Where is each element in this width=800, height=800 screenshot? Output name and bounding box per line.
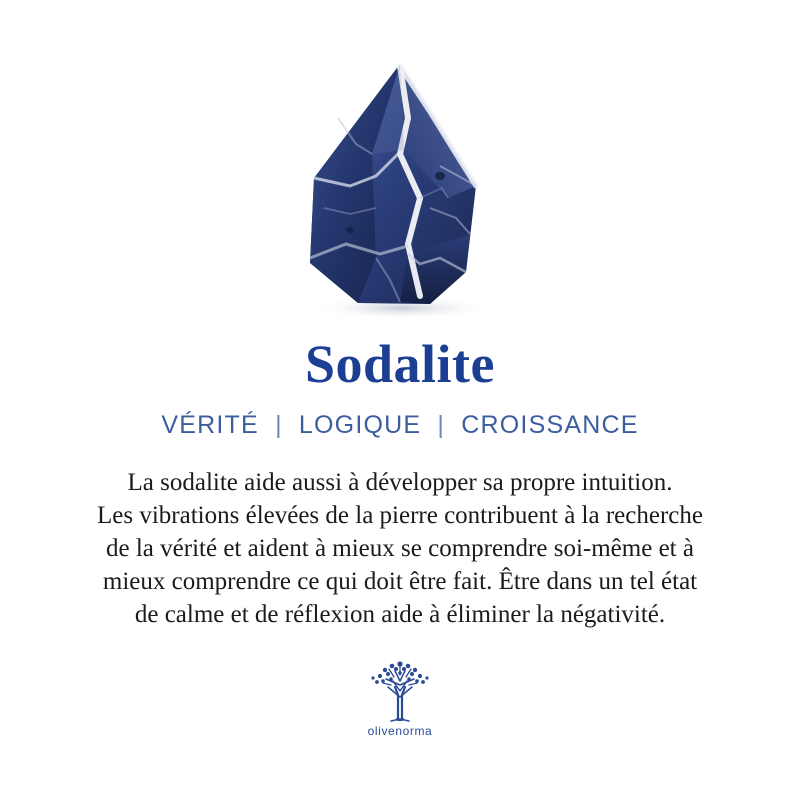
keyword-2: LOGIQUE	[298, 410, 422, 439]
description-line: Les vibrations élevées de la pierre contribuent à la recherche	[97, 501, 703, 529]
keyword-1: VÉRITÉ	[161, 410, 259, 439]
description-line: La sodalite aide aussi à développer sa propre intuition.	[127, 468, 673, 496]
description-line: de la vérité et aident à mieux se comprendre soi-même et à	[106, 534, 694, 562]
keyword-separator-1: |	[275, 410, 283, 439]
tree-of-life-icon	[361, 657, 439, 723]
description-line: de calme et de réflexion aide à éliminer la négativité.	[134, 600, 666, 628]
description-text	[20, 466, 780, 631]
keyword-separator-2: |	[437, 410, 446, 439]
brand-logo	[361, 657, 439, 738]
description-line: mieux comprendre ce qui doit être fait. Être dans un tel état	[102, 567, 698, 595]
keyword-3: CROISSANCE	[461, 410, 639, 439]
keyword-line	[161, 411, 638, 440]
stone-image-area	[0, 0, 800, 330]
sodalite-crystal-point-icon	[280, 58, 520, 318]
page-title: Sodalite	[304, 334, 496, 394]
brand-name: olivenorma	[367, 723, 433, 738]
